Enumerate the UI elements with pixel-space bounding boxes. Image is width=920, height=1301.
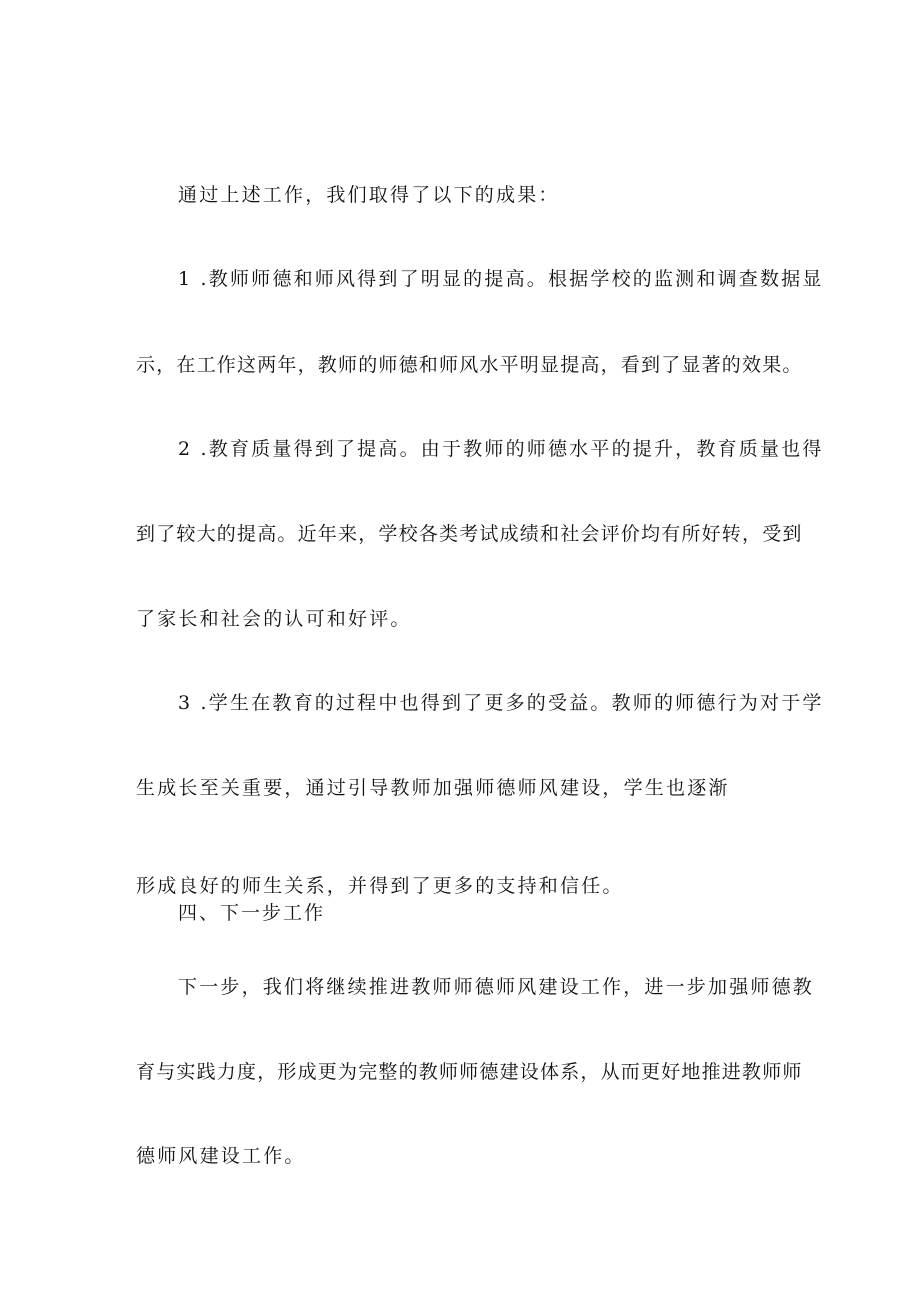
item-1-line-2: 示，在工作这两年，教师的师德和师风水平明显提高，看到了显著的效果。 bbox=[136, 354, 803, 376]
item-2-line-1: 2 .教育质量得到了提高。由于教师的师德水平的提升，教育质量也得 bbox=[178, 438, 824, 460]
section-heading-next-steps: 四、下一步工作 bbox=[178, 902, 326, 924]
item-2-line-3: 了家长和社会的认可和好评。 bbox=[136, 608, 412, 630]
item-3-line-1: 3 .学生在教育的过程中也得到了更多的受益。教师的师德行为对于学 bbox=[178, 692, 824, 714]
next-steps-line-3: 德师风建设工作。 bbox=[136, 1145, 306, 1167]
item-3-line-3: 形成良好的师生关系，并得到了更多的支持和信任。 bbox=[136, 875, 624, 897]
item-3-line-2: 生成长至关重要，通过引导教师加强师德师风建设，学生也逐渐 bbox=[136, 777, 730, 799]
next-steps-line-1: 下一步，我们将继续推进教师师德师风建设工作，进一步加强师德教 bbox=[178, 976, 815, 998]
item-1-line-1: 1 .教师师德和师风得到了明显的提高。根据学校的监测和调查数据显 bbox=[178, 268, 824, 290]
next-steps-line-2: 育与实践力度，形成更为完整的教师师德建设体系，从而更好地推进教师师 bbox=[136, 1061, 803, 1083]
item-2-line-2: 到了较大的提高。近年来，学校各类考试成绩和社会评价均有所好转，受到 bbox=[136, 523, 803, 545]
paragraph-intro: 通过上述工作，我们取得了以下的成果： bbox=[178, 184, 560, 206]
